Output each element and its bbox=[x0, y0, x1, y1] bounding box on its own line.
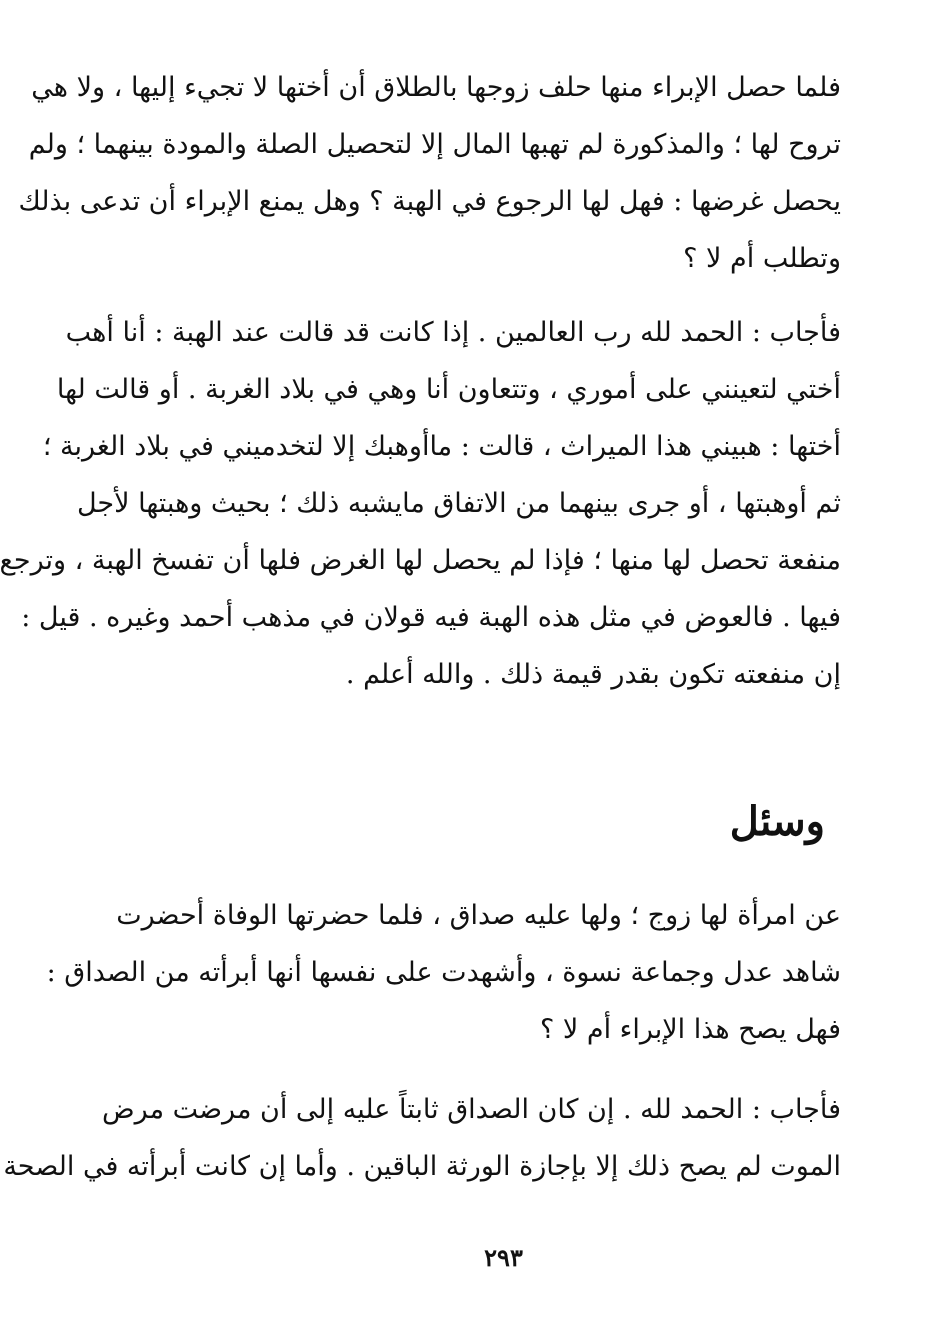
section-heading: وسئل bbox=[729, 798, 825, 845]
page-number: ٢٩٣ bbox=[484, 1243, 523, 1272]
text-line: فيها . فالعوض في مثل هذه الهبة فيه قولان في مذهب أحمد وغيره . قيل : bbox=[21, 602, 841, 633]
text-line: فلما حصل الإبراء منها حلف زوجها بالطلاق أن أختها لا تجيء إليها ، ولا هي bbox=[31, 72, 841, 103]
text-line: فهل يصح هذا الإبراء أم لا ؟ bbox=[539, 1014, 841, 1045]
text-line: الموت لم يصح ذلك إلا بإجازة الورثة الباقين . وأما إن كانت أبرأته في الصحة bbox=[3, 1151, 841, 1182]
text-line: شاهد عدل وجماعة نسوة ، وأشهدت على نفسها أنها أبرأته من الصداق : bbox=[46, 957, 841, 988]
text-line: تروح لها ؛ والمذكورة لم تهبها المال إلا لتحصيل الصلة والمودة بينهما ؛ ولم bbox=[28, 129, 841, 160]
text-line: ثم أوهبتها ، أو جرى بينهما من الاتفاق مايشبه ذلك ؛ بحيث وهبتها لأجل bbox=[76, 488, 841, 519]
text-line: وتطلب أم لا ؟ bbox=[683, 243, 841, 274]
text-line: يحصل غرضها : فهل لها الرجوع في الهبة ؟ وهل يمنع الإبراء أن تدعى بذلك bbox=[18, 186, 841, 217]
text-line: فأجاب : الحمد لله . إن كان الصداق ثابتاً عليه إلى أن مرضت مرض bbox=[102, 1094, 841, 1125]
text-line: فأجاب : الحمد لله رب العالمين . إذا كانت قد قالت عند الهبة : أنا أهب bbox=[65, 317, 841, 348]
text-line: أختي لتعينني على أموري ، وتتعاون أنا وهي في بلاد الغربة . أو قالت لها bbox=[56, 374, 841, 405]
text-line: إن منفعته تكون بقدر قيمة ذلك . والله أعلم . bbox=[345, 659, 841, 690]
text-line: أختها : هبيني هذا الميراث ، قالت : ماأوهبك إلا لتخدميني في بلاد الغربة ؛ bbox=[42, 431, 841, 462]
text-line: عن امرأة لها زوج ؛ ولها عليه صداق ، فلما حضرتها الوفاة أحضرت bbox=[116, 900, 841, 931]
text-line: منفعة تحصل لها منها ؛ فإذا لم يحصل لها الغرض فلها أن تفسخ الهبة ، وترجع bbox=[0, 545, 841, 576]
